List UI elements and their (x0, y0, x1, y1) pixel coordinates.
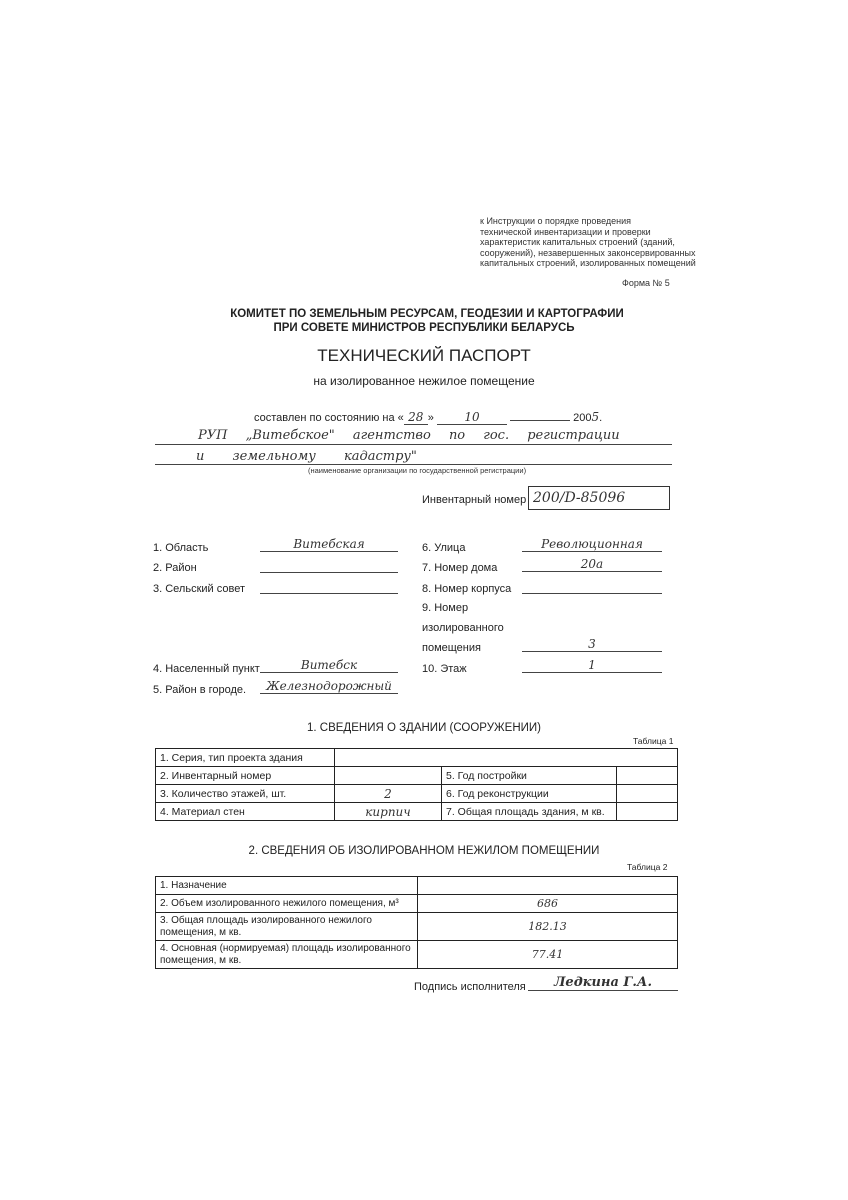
table-cell: 4. Материал стен (156, 803, 335, 821)
table-cell: 2. Инвентарный номер (156, 767, 335, 785)
note-line: сооружений), незавершенных законсервированных (480, 247, 696, 258)
field-label: 4. Населенный пункт (153, 663, 260, 675)
instruction-note (480, 216, 696, 269)
date-year: 5 (591, 410, 600, 424)
field-label: 5. Район в городе. (153, 684, 247, 696)
form-label: Форма № 5 (622, 278, 670, 288)
table-cell (617, 803, 678, 821)
date-blank (510, 420, 570, 421)
field-value-house: 20а (522, 557, 662, 572)
field-label: 6. Улица (422, 542, 466, 554)
date-day: 28 (404, 410, 428, 425)
field-label: 2. Район (153, 562, 197, 574)
field-label: 10. Этаж (422, 663, 467, 675)
date-line (254, 410, 602, 425)
field-label: 8. Номер корпуса (422, 583, 512, 595)
committee-name (0, 307, 848, 335)
table-cell: 686 (418, 895, 678, 913)
table2-label: Таблица 2 (627, 862, 668, 872)
table-cell: 2 (335, 785, 442, 803)
field-label: 7. Номер дома (422, 562, 498, 574)
committee-line: КОМИТЕТ ПО ЗЕМЕЛЬНЫМ РЕСУРСАМ, ГЕОДЕЗИИ И КАРТОГРАФИИ (230, 308, 624, 320)
table-row (156, 767, 678, 785)
table-cell (617, 767, 678, 785)
field-label: 9. Номер (422, 602, 469, 614)
field-label: 1. Область (153, 542, 209, 554)
date-month: 10 (437, 410, 507, 425)
table-row (156, 895, 678, 913)
table-row (156, 877, 678, 895)
date-year-prefix: 200 (573, 412, 592, 424)
table-cell: 3. Общая площадь изолированного нежилого помещения, м кв. (156, 913, 418, 941)
section1-title: 1. СВЕДЕНИЯ О ЗДАНИИ (СООРУЖЕНИИ) (307, 722, 541, 734)
table-cell: 1. Серия, тип проекта здания (156, 749, 335, 767)
table-row (156, 785, 678, 803)
table-cell: 6. Год реконструкции (442, 785, 617, 803)
field-label: 3. Сельский совет (153, 583, 245, 595)
date-end: . (599, 412, 603, 424)
note-line: к Инструкции о порядке проведения (480, 216, 632, 226)
table-cell: 182.13 (418, 913, 678, 941)
table-row (156, 941, 678, 969)
table1-label: Таблица 1 (633, 736, 674, 746)
table-row (156, 913, 678, 941)
table-cell (335, 767, 442, 785)
committee-line: ПРИ СОВЕТЕ МИНИСТРОВ РЕСПУБЛИКИ БЕЛАРУСЬ (273, 322, 575, 334)
table-cell (617, 785, 678, 803)
field-value-oblast: Витебская (260, 537, 398, 552)
inventory-label: Инвентарный номер (422, 494, 527, 506)
table-cell (418, 877, 678, 895)
table-cell: 1. Назначение (156, 877, 418, 895)
field-value-raion (260, 557, 398, 573)
table-cell: 7. Общая площадь здания, м кв. (442, 803, 617, 821)
table-cell (335, 749, 678, 767)
note-line: характеристик капитальных строений (зданий, (480, 237, 675, 247)
organization-caption: (наименование организации по государственной регистрации) (308, 466, 527, 475)
field-value-premises: 3 (522, 637, 662, 652)
table-cell: кирпич (335, 803, 442, 821)
field-value-street: Революционная (522, 537, 662, 552)
organization-line-1: РУП „Витебское" агентство по гос. регистрации (198, 428, 620, 443)
note-line: капитальных строений, изолированных помещений (480, 258, 696, 268)
field-value-settlement: Витебск (260, 658, 398, 673)
signature-label: Подпись исполнителя (414, 981, 526, 993)
building-table (155, 748, 678, 821)
date-sep: » (427, 412, 434, 424)
field-value-building (522, 578, 662, 594)
organization-line-2: и земельному кадастру" (196, 449, 417, 464)
table-cell: 3. Количество этажей, шт. (156, 785, 335, 803)
note-line: технической инвентаризации и проверки (480, 226, 651, 237)
date-prefix: составлен по состоянию на « (254, 412, 404, 424)
field-label: помещения (422, 642, 481, 654)
table-row (156, 803, 678, 821)
table-row (156, 749, 678, 767)
table-cell: 77.41 (418, 941, 678, 969)
field-value-selsovet (260, 578, 398, 594)
table-cell: 2. Объем изолированного нежилого помещения, м³ (156, 895, 418, 913)
page-title: ТЕХНИЧЕСКИЙ ПАСПОРТ (317, 346, 531, 365)
field-label: изолированного (422, 622, 504, 634)
table-cell: 5. Год постройки (442, 767, 617, 785)
field-value-floor: 1 (522, 658, 662, 673)
premises-table (155, 876, 678, 969)
table-cell: 4. Основная (нормируемая) площадь изолированного помещения, м кв. (156, 941, 418, 969)
inventory-number: 200/D-85096 (528, 486, 670, 510)
field-value-city-district: Железнодорожный (260, 679, 398, 694)
page-subtitle: на изолированное нежилое помещение (313, 374, 535, 388)
signature: Ледкина Г.А. (528, 975, 678, 991)
section2-title: 2. СВЕДЕНИЯ ОБ ИЗОЛИРОВАННОМ НЕЖИЛОМ ПОМЕЩЕНИИ (248, 845, 600, 857)
